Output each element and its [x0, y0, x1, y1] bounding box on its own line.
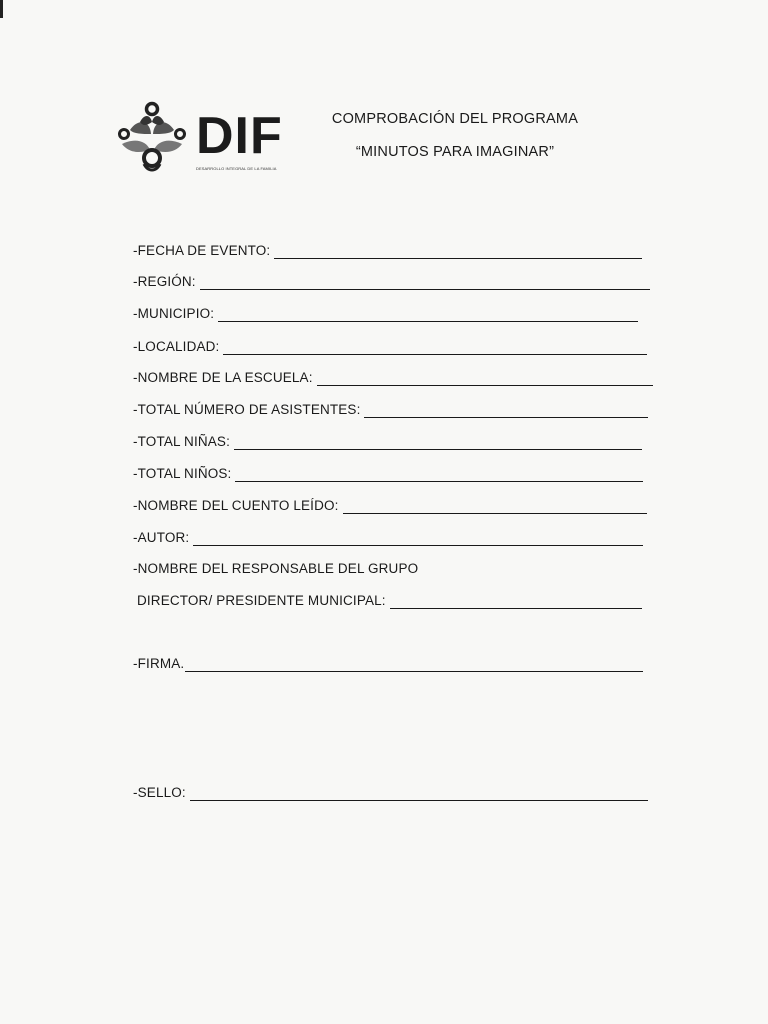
field-localidad	[133, 339, 647, 355]
document-subtitle: “MINUTOS PARA IMAGINAR”	[355, 144, 555, 160]
field-autor	[133, 530, 643, 546]
dif-logo-text: DIF	[196, 107, 283, 165]
fill-line-sello[interactable]	[190, 786, 648, 801]
label-municipio: -MUNICIPIO:	[133, 306, 215, 321]
fill-line-municipio[interactable]	[218, 307, 638, 322]
field-ninas	[133, 434, 642, 450]
fill-line-region[interactable]	[200, 275, 650, 290]
dif-logo	[116, 100, 281, 176]
document-title-block	[330, 110, 580, 161]
field-cuento	[133, 498, 647, 514]
fill-line-localidad[interactable]	[223, 340, 647, 355]
field-region	[133, 274, 650, 290]
fill-line-asistentes[interactable]	[364, 403, 648, 418]
field-municipio	[133, 306, 638, 322]
field-asistentes	[133, 402, 648, 418]
label-fecha-evento: -FECHA DE EVENTO:	[133, 243, 271, 258]
label-ninas: -TOTAL NIÑAS:	[133, 434, 230, 449]
field-firma	[133, 656, 643, 672]
field-escuela	[133, 370, 653, 386]
label-sello: -SELLO:	[133, 785, 186, 800]
label-director: DIRECTOR/ PRESIDENTE MUNICIPAL:	[137, 593, 386, 608]
field-director	[137, 593, 642, 609]
label-escuela: -NOMBRE DE LA ESCUELA:	[133, 370, 313, 385]
scan-edge-mark	[0, 0, 3, 18]
label-localidad: -LOCALIDAD:	[133, 339, 220, 354]
document-title: COMPROBACIÓN DEL PROGRAMA	[331, 111, 579, 127]
field-fecha-evento	[133, 243, 642, 259]
label-responsable: -NOMBRE DEL RESPONSABLE DEL GRUPO	[133, 561, 419, 576]
fill-line-ninos[interactable]	[235, 467, 643, 482]
label-ninos: -TOTAL NIÑOS:	[133, 466, 232, 481]
dif-logo-subtext: DESARROLLO INTEGRAL DE LA FAMILIA	[196, 166, 277, 171]
label-region: -REGIÓN:	[133, 274, 196, 289]
label-cuento: -NOMBRE DEL CUENTO LEÍDO:	[133, 498, 339, 513]
fill-line-fecha-evento[interactable]	[274, 244, 642, 259]
fill-line-ninas[interactable]	[234, 435, 642, 450]
fill-line-director[interactable]	[390, 594, 642, 609]
field-responsable	[133, 561, 418, 577]
label-asistentes: -TOTAL NÚMERO DE ASISTENTES:	[133, 402, 361, 417]
fill-line-firma[interactable]	[185, 657, 643, 672]
label-firma: -FIRMA.	[133, 656, 185, 671]
label-autor: -AUTOR:	[133, 530, 190, 545]
fill-line-escuela[interactable]	[317, 371, 653, 386]
field-sello	[133, 785, 648, 801]
fill-line-autor[interactable]	[193, 531, 643, 546]
fill-line-cuento[interactable]	[343, 499, 647, 514]
field-ninos	[133, 466, 643, 482]
